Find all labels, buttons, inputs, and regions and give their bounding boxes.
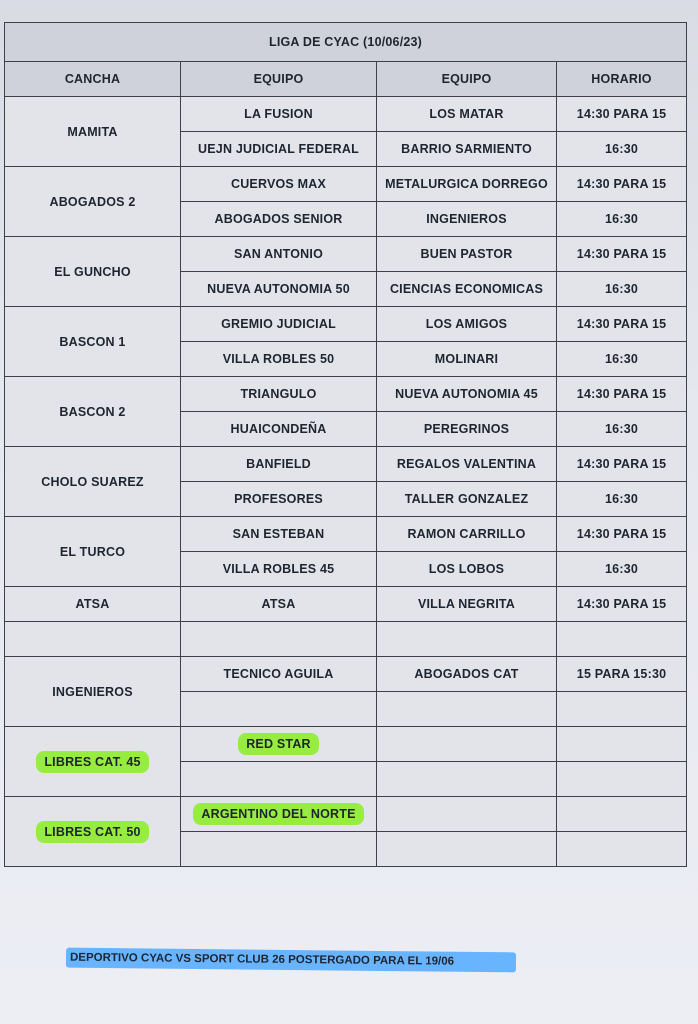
table-title: LIGA DE CYAC (10/06/23) xyxy=(5,23,687,62)
equipo-cell xyxy=(377,727,557,762)
equipo-cell xyxy=(181,762,377,797)
equipo-cell xyxy=(377,622,557,657)
horario-label: 14:30 PARA 15 xyxy=(576,527,667,541)
horario-cell xyxy=(557,797,687,832)
equipo-label: LOS AMIGOS xyxy=(425,317,508,331)
horario-label: 14:30 PARA 15 xyxy=(576,107,667,121)
equipo-cell xyxy=(181,622,377,657)
table-row xyxy=(5,97,687,132)
table-row xyxy=(5,517,687,552)
horario-label: 16:30 xyxy=(605,562,639,576)
horario-cell xyxy=(557,377,687,412)
fixture-table xyxy=(4,22,687,867)
equipo-cell xyxy=(377,797,557,832)
equipo-label: ARGENTINO DEL NORTE xyxy=(195,805,361,823)
cancha-label: MAMITA xyxy=(67,124,118,139)
cancha-label: EL TURCO xyxy=(59,544,126,559)
horario-label: 14:30 PARA 15 xyxy=(576,317,667,331)
equipo-cell xyxy=(181,587,377,622)
horario-cell xyxy=(557,97,687,132)
equipo-label: VILLA ROBLES 45 xyxy=(222,562,335,576)
equipo-cell xyxy=(181,797,377,832)
equipo-cell xyxy=(181,202,377,237)
equipo-cell xyxy=(377,412,557,447)
horario-cell xyxy=(557,657,687,692)
cancha-cell xyxy=(5,727,181,797)
equipo-cell xyxy=(377,832,557,867)
cancha-cell xyxy=(5,517,181,587)
equipo-cell xyxy=(377,342,557,377)
horario-label: 14:30 PARA 15 xyxy=(576,177,667,191)
horario-label: 16:30 xyxy=(605,212,639,226)
equipo-label: PROFESORES xyxy=(234,492,323,506)
header-equipo-1: EQUIPO xyxy=(181,62,377,97)
horario-label: 14:30 PARA 15 xyxy=(576,387,667,401)
equipo-label: ATSA xyxy=(261,597,296,611)
equipo-label: VILLA NEGRITA xyxy=(417,597,516,611)
cancha-label: LIBRES CAT. 45 xyxy=(38,753,146,771)
equipo-cell xyxy=(181,412,377,447)
equipo-label: LOS MATAR xyxy=(429,107,504,121)
equipo-cell xyxy=(181,342,377,377)
cancha-cell xyxy=(5,657,181,727)
cancha-label: BASCON 1 xyxy=(59,334,126,349)
equipo-label: BANFIELD xyxy=(246,457,311,471)
equipo-cell xyxy=(181,482,377,517)
equipo-label: UEJN JUDICIAL FEDERAL xyxy=(198,142,359,156)
equipo-label: PEREGRINOS xyxy=(423,422,510,436)
equipo-cell xyxy=(181,552,377,587)
equipo-label: LA FUSION xyxy=(244,107,313,121)
horario-cell xyxy=(557,342,687,377)
horario-cell xyxy=(557,447,687,482)
equipo-cell xyxy=(377,272,557,307)
equipo-cell xyxy=(377,202,557,237)
equipo-cell xyxy=(377,657,557,692)
cancha-label: ATSA xyxy=(75,597,110,611)
equipo-cell xyxy=(181,727,377,762)
table-row xyxy=(5,237,687,272)
equipo-label: TRIANGULO xyxy=(240,387,317,401)
table-row xyxy=(5,167,687,202)
equipo-label: RAMON CARRILLO xyxy=(407,527,526,541)
horario-cell xyxy=(557,762,687,797)
equipo-cell xyxy=(377,552,557,587)
equipo-label: INGENIEROS xyxy=(426,212,507,226)
equipo-cell xyxy=(377,482,557,517)
equipo-label: BARRIO SARMIENTO xyxy=(401,142,532,156)
equipo-label: VILLA ROBLES 50 xyxy=(222,352,335,366)
horario-label: 15 PARA 15:30 xyxy=(576,667,667,681)
equipo-cell xyxy=(181,307,377,342)
footer-note: DEPORTIVO CYAC VS SPORT CLUB 26 POSTERGADO PARA EL 19/06 xyxy=(66,948,516,973)
equipo-cell xyxy=(377,762,557,797)
horario-cell xyxy=(557,202,687,237)
horario-label: 16:30 xyxy=(605,422,639,436)
cancha-cell xyxy=(5,797,181,867)
cancha-label: BASCON 2 xyxy=(59,404,126,419)
cancha-cell xyxy=(5,447,181,517)
equipo-cell xyxy=(377,132,557,167)
equipo-cell xyxy=(377,167,557,202)
equipo-label: LOS LOBOS xyxy=(428,562,505,576)
cancha-cell xyxy=(5,237,181,307)
equipo-label: ABOGADOS SENIOR xyxy=(214,212,343,226)
equipo-cell xyxy=(181,377,377,412)
equipo-label: NUEVA AUTONOMIA 50 xyxy=(207,282,350,296)
equipo-cell xyxy=(181,657,377,692)
equipo-label: RED STAR xyxy=(240,735,317,753)
equipo-cell xyxy=(181,272,377,307)
horario-cell xyxy=(557,272,687,307)
equipo-cell xyxy=(377,447,557,482)
horario-label: 16:30 xyxy=(605,492,639,506)
equipo-label: METALURGICA DORREGO xyxy=(385,177,548,191)
equipo-cell xyxy=(377,587,557,622)
cancha-cell xyxy=(5,587,181,622)
horario-cell xyxy=(557,167,687,202)
equipo-label: HUAICONDEÑA xyxy=(230,422,327,436)
header-cancha: CANCHA xyxy=(5,62,181,97)
horario-label: 14:30 PARA 15 xyxy=(576,597,667,611)
table-row xyxy=(5,797,687,832)
equipo-label: SAN ANTONIO xyxy=(233,247,323,261)
header-horario: HORARIO xyxy=(557,62,687,97)
horario-cell xyxy=(557,132,687,167)
horario-cell xyxy=(557,692,687,727)
equipo-cell xyxy=(377,377,557,412)
table-row xyxy=(5,307,687,342)
horario-cell xyxy=(557,587,687,622)
equipo-cell xyxy=(181,832,377,867)
cancha-cell xyxy=(5,377,181,447)
cancha-cell xyxy=(5,307,181,377)
table-row xyxy=(5,587,687,622)
equipo-cell xyxy=(377,307,557,342)
horario-cell xyxy=(557,307,687,342)
equipo-cell xyxy=(377,97,557,132)
equipo-cell xyxy=(181,517,377,552)
fixture-body xyxy=(5,97,687,867)
cancha-cell xyxy=(5,167,181,237)
equipo-label: ABOGADOS CAT xyxy=(414,667,519,681)
equipo-label: CUERVOS MAX xyxy=(230,177,327,191)
horario-cell xyxy=(557,727,687,762)
equipo-label: SAN ESTEBAN xyxy=(232,527,325,541)
horario-cell xyxy=(557,832,687,867)
equipo-label: REGALOS VALENTINA xyxy=(396,457,537,471)
equipo-cell xyxy=(181,132,377,167)
equipo-cell xyxy=(181,692,377,727)
horario-cell xyxy=(557,517,687,552)
table-row xyxy=(5,622,687,657)
horario-label: 16:30 xyxy=(605,282,639,296)
equipo-label: NUEVA AUTONOMIA 45 xyxy=(395,387,538,401)
equipo-label: CIENCIAS ECONOMICAS xyxy=(389,282,544,296)
table-row xyxy=(5,377,687,412)
equipo-cell xyxy=(181,167,377,202)
horario-label: 14:30 PARA 15 xyxy=(576,247,667,261)
cancha-label: ABOGADOS 2 xyxy=(49,194,136,209)
equipo-label: GREMIO JUDICIAL xyxy=(221,317,336,331)
horario-cell xyxy=(557,552,687,587)
header-equipo-2: EQUIPO xyxy=(377,62,557,97)
horario-label: 16:30 xyxy=(605,142,639,156)
equipo-label: TALLER GONZALEZ xyxy=(404,492,529,506)
horario-cell xyxy=(557,237,687,272)
table-row xyxy=(5,657,687,692)
equipo-cell xyxy=(377,692,557,727)
cancha-label: EL GUNCHO xyxy=(54,264,131,279)
equipo-label: TECNICO AGUILA xyxy=(223,667,334,681)
horario-cell xyxy=(557,622,687,657)
table-row xyxy=(5,727,687,762)
equipo-label: BUEN PASTOR xyxy=(420,247,513,261)
equipo-label: MOLINARI xyxy=(434,352,499,366)
cancha-cell xyxy=(5,97,181,167)
equipo-cell xyxy=(181,447,377,482)
horario-label: 14:30 PARA 15 xyxy=(576,457,667,471)
cancha-cell xyxy=(5,622,181,657)
equipo-cell xyxy=(377,517,557,552)
table-row xyxy=(5,447,687,482)
horario-cell xyxy=(557,482,687,517)
horario-label: 16:30 xyxy=(605,352,639,366)
equipo-cell xyxy=(377,237,557,272)
equipo-cell xyxy=(181,97,377,132)
cancha-label: LIBRES CAT. 50 xyxy=(38,823,146,841)
equipo-cell xyxy=(181,237,377,272)
cancha-label: CHOLO SUAREZ xyxy=(41,474,144,489)
cancha-label: INGENIEROS xyxy=(52,684,133,699)
horario-cell xyxy=(557,412,687,447)
